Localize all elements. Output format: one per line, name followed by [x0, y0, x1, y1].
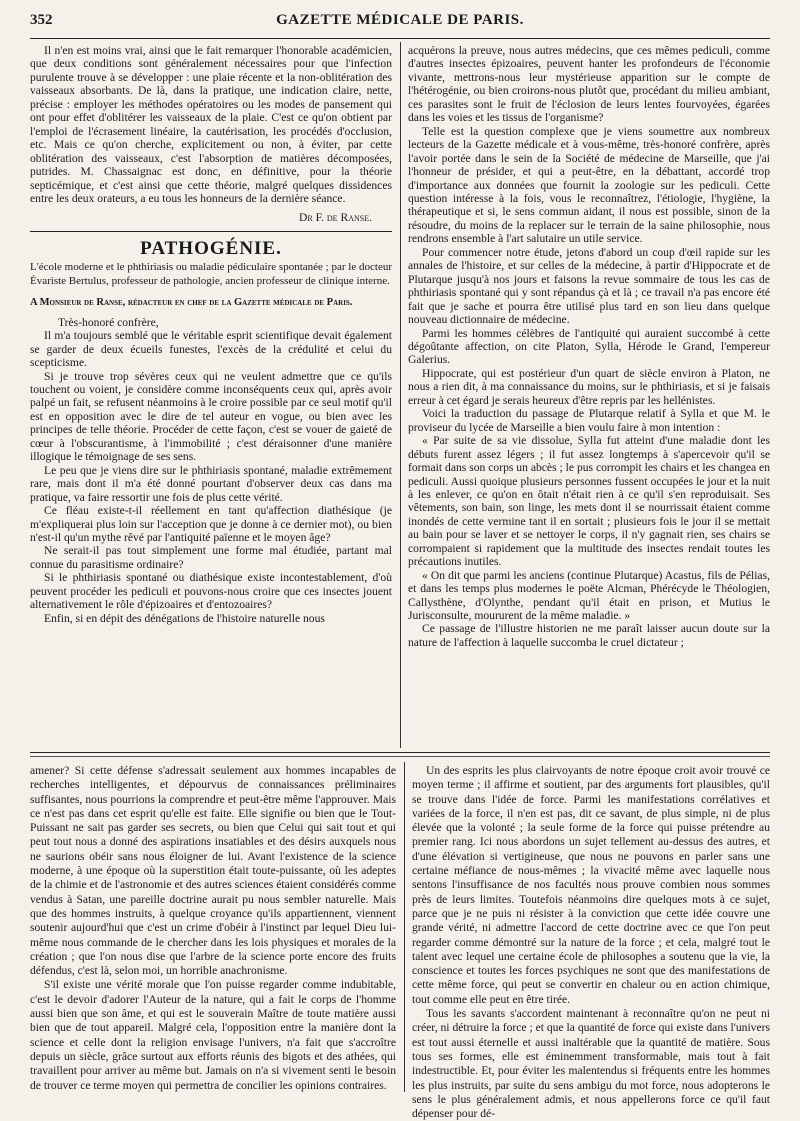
paragraph: « Par suite de sa vie dissolue, Sylla fut atteint d'une maladie dont les débuts furent assez légers ; il fut assez longtemps à s'apercevoir qu'il se formait dans son corps un abcès ; le pus corrompit les chairs et les changea en pediculi. Aussi quoique plusieurs personnes fussent occupées le jour et la nuit à les enlever, ce qu'on en ôtait n'était rien à ce qu'il s'en reproduisait. Ses vêtements, son bain, son linge, les mets dont il se nourrissait étaient comme inondés de cette vermine tant il en sortait ; plusieurs fois le jour il se mettait au bain pour se laver et se nettoyer le corps, il n'y gagnait rien, ses chairs se corrompaient si rapidement que la multitude des insectes rendait toutes les précautions inutiles.	[408, 434, 770, 569]
section-title: PATHOGÉNIE.	[140, 237, 282, 259]
paragraph: S'il existe une vérité morale que l'on puisse regarder comme indubitable, c'est le devoir d'adorer l'Auteur de la nature, qui a fait le corps de l'homme aussi bien que son âme, et qui est le souverain Maître de toute matière aussi bien que de tout appareil. Malgré cela, l'opposition entre la manière dont la science et celle dont la religion envisage l'univers, n'a fait que s'accroître depuis un siècle, grâce surtout aux efforts réunis des bigots et des athées, qui travaillent pour arriver au même but. Jamais on n'a si vivement senti le besoin de trouver ce terme moyen qui permettra de concilier les opinions contraires.	[30, 978, 396, 1092]
feuilleton-rule-1	[30, 752, 770, 753]
paragraph: Le peu que je viens dire sur le phthiriasis spontané, maladie extrêmement rare, mais dont il m'a été donné pourtant d'observer deux cas dans ma pratique, va faire ressortir une fois de plus cette vérité.	[30, 463, 392, 504]
journal-title: GAZETTE MÉDICALE DE PARIS.	[276, 12, 524, 28]
paragraph: Si je trouve trop sévères ceux qui ne veulent admettre que ce qu'ils touchent ou voient, je considère comme inconséquents ceux qui, après avoir palpé un fait, se refusent néanmoins à le croire possible par ce seul motif qu'il est en opposition avec le dire de tel auteur en vogue, ou bien avec les principes de telle théorie. Procéder de cette façon, c'est se vouer de gaieté de cœur à l'obscurantisme, à l'immobilité ; c'est déraisonner d'une manière illogique le témoignage de ses sens.	[30, 369, 392, 464]
paragraph: Hippocrate, qui est postérieur d'un quart de siècle environ à Platon, ne nous a rien dit, à ma connaissance du moins, sur le phthiriasis, et si je faisais erreur à cet égard je serais heureux d'être repris par les hellénistes.	[408, 366, 770, 407]
paragraph: Pour commencer notre étude, jetons d'abord un coup d'œil rapide sur les annales de l'histoire, et sur celles de la médecine, à partir d'Hippocrate et de Plutarque jusqu'à nos jours et faisons la revue sommaire de tous les cas de phthiriasis spontané qui y sont répandus çà et là ; ce travail n'a pas encore été fait que je sache et pourra être utilisé plus tard en son lieu dans quelque nouveau dictionnaire de médecine.	[408, 245, 770, 327]
bottom-left-column	[30, 764, 396, 1094]
paragraph: Si le phthiriasis spontané ou diathésique existe incontestablement, d'où peuvent procéder les pediculi et pouvons-nous croire que ces insectes jouent alternativement le rôle d'épizoaires et d'entozoaires?	[30, 571, 392, 612]
bottom-right-column	[412, 764, 770, 1121]
feuilleton-rule-2	[30, 756, 770, 757]
paragraph: Enfin, si en dépit des dénégations de l'histoire naturelle nous	[44, 611, 325, 625]
paragraph: Il m'a toujours semblé que le véritable esprit scientifique devait également se garder de deux écueils funestes, l'excès de la crédulité et celui du scepticisme.	[30, 329, 392, 370]
top-left-column	[30, 44, 392, 748]
header-rule	[30, 38, 770, 39]
paragraph: Un des esprits les plus clairvoyants de notre époque croit avoir trouvé ce moyen terme ; il affirme et soutient, par des arguments fort plausibles, qu'il se trouve dans l'idée de force. Parmi les manifestations corrélatives et variées de la force, il n'en est pas, dit ce savant, de plus simple, ni de plus élevée que la volonté ; la seule forme de la force qui puisse prétendre au premier rang. Ici nous abordons un sujet tellement au-dessus des autres, et d'une élévation si vertigineuse, que nous ne pouvons en parler sans une certaine méfiance de nous-mêmes ; la vivacité même avec laquelle nous sentons l'insuffisance de nos facultés nous prouve combien nous sommes près de leurs limites. Toutefois néanmoins dire quelques mots à ce sujet, parce que je ne puis ni résister à la conviction que cette idée couvre une grande vérité, ni admettre l'accord de cette doctrine avec ce que l'on peut regarder comme démontré sur la nature de la force ; et cela, malgré tout le talent avec lequel une certaine école de philosophes a soutenu que la vie, la conscience et toutes les forces psychiques ne sont que des manifestations de cette même force, qui peut se convertir en chaleur ou en action chimique, tout comme elle peut en être tirée.	[412, 764, 770, 1006]
paragraph: Tous les savants s'accordent maintenant à reconnaître qu'on ne peut ni créer, ni détruire la force ; et que la quantité de force qui existe dans l'univers est tout aussi éternelle et aussi inaltérable que la quantité de matière. Sous tous ses formes, elle est éminemment transformable, mais tout à fait indestructible. Et, pour éviter les malentendus si fréquents entre les hommes les plus instruits, par suite du sens ambigu du mot force, nous adopterons le sens le plus généralement admis, et nous appellerons force ce qu'il faut dépenser pour dé-	[412, 1007, 770, 1121]
article-subtitle: L'école moderne et le phthiriasis ou maladie pédiculaire spontanée ; par le docteur Évariste Bertulus, professeur de pathologie, ancien professeur de clinique interne.	[30, 261, 392, 287]
page-number: 352	[30, 12, 53, 28]
section-rule	[30, 231, 392, 232]
page-header	[30, 12, 770, 36]
paragraph: acquérons la preuve, nous autres médecins, que ces mêmes pediculi, comme d'autres insectes épizoaires, peuvent hanter les profondeurs de l'économie vivante, mettrons-nous leur mystérieuse apparition sur le compte de l'hétérogénie, ou bien croirons-nous plutôt que, procédant du milieu ambiant, ces parasites sont le fruit de l'éclosion de leurs lentes fourvoyées, égarées dans les voies et les tissus de l'organisme?	[408, 44, 770, 125]
top-right-column	[408, 44, 770, 748]
column-divider-top	[400, 42, 401, 748]
paragraph: Parmi les hommes célèbres de l'antiquité qui auraient succombé à cette dégoûtante affection, on cite Platon, Sylla, Hérode le Grand, l'empereur Galerius.	[408, 326, 770, 367]
column-divider-bottom	[404, 762, 405, 1092]
paragraph: amener? Si cette défense s'adressait seulement aux hommes incapables de recherches intelligentes, et dépourvus de connaissances préliminaires suffisantes, nous pourrions la comprendre et peut-être même l'approuver. Mais ce n'est pas dans cet esprit qu'elle est faite. Elle signifie ou bien que le Tout-Puissant ne sait pas garder ses secrets, ou bien que Celui qui sait tout et qui peut tout nous a donné des aspirations insatiables et des désirs auxquels nous ne saurions obéir sans nous éloigner de lui. Avant l'existence de la science moderne, à une époque où la superstition était toute-puissante, où les adeptes de la chimie et de l'astronomie et des autres sciences étaient considérés comme vendus à Satan, une pareille doctrine aurait pu nous sembler naturelle. Mais que des hommes instruits, à quelque croyance qu'ils appartiennent, viennent soutenir aujourd'hui que c'est un crime d'obéir à l'instinct par lequel Dieu lui-même nous commande de le chercher dans les lois physiques et morales de la création ; que l'on nous dise que l'arbre de la science porte encore des fruits défendus, c'est là, selon moi, un horrible anachronisme.	[30, 764, 396, 978]
paragraph: « On dit que parmi les anciens (continue Plutarque) Acastus, fils de Pélias, et dans les temps plus modernes le poëte Alcman, Phérécyde le Théologien, Callysthène, d'Olynthe, pendant qu'il était en prison, et Mutius le Jurisconsulte, moururent de la même maladie. »	[408, 568, 770, 623]
paragraph: Ce fléau existe-t-il réellement en tant qu'affection diathésique (je m'expliquerai plus loin sur l'acception que je donne à ce dernier mot), ou bien n'est-il qu'un mythe rêvé par l'antiquité païenne et le moyen âge?	[30, 504, 392, 544]
paragraph: Ne serait-il pas tout simplement une forme mal étudiée, partant mal connue du parasitisme ordinaire?	[30, 544, 392, 571]
paragraph: Il n'en est moins vrai, ainsi que le fait remarquer l'honorable académicien, que deux conditions sont généralement nécessaires pour que l'infection purulente trouve à se développer : une plaie récente et la non-oblitération des vaisseaux absorbants. De là, dans la pratique, une indication claire, nette, précise : employer les méthodes opératoires ou les modes de pansement qui ont pour effet d'oblitérer les vaisseaux de la plaie. C'est ce qu'on obtient par l'emploi de l'écrasement linéaire, la cautérisation, les procédés d'occlusion, etc. Mais ce qu'on cherche, explicitement ou non, à éviter, par cette oblitération des vaisseaux, c'est l'absorption de matières décomposées, putrides. M. Chassaignac est donc, en définitive, pour la théorie septicémique, et c'est ainsi que cette théorie, malgré quelques dissidences entre les deux orateurs, a eu tous les honneurs de la dernière séance.	[30, 44, 392, 205]
dedication: A Monsieur de Ranse, rédacteur en chef de la Gazette médicale de Paris.	[30, 297, 353, 309]
paragraph: Ce passage de l'illustre historien ne me paraît laisser aucun doute sur la nature de l'affection à laquelle succomba le cruel dictateur ;	[408, 622, 770, 649]
paragraph: Voici la traduction du passage de Plutarque relatif à Sylla et que M. le proviseur du lycée de Marseille a bien voulu faire à mon intention :	[408, 407, 770, 434]
salutation: Très-honoré confrère,	[58, 315, 159, 329]
signature: Dr F. de Ranse.	[298, 211, 372, 225]
paragraph: Telle est la question complexe que je viens soumettre aux nombreux lecteurs de la Gazette médicale et à vous-même, très-honoré confrère, après l'avoir portée dans le sein de la Société de médecine de Marseille, que j'ai l'honneur de présider, et qui a peut-être, en la débattant, accordé trop d'importance aux données que fournit la zoologie sur les pediculi. Cette question intéresse à la fois, vous le reconnaîtrez, l'étiologie, l'hygiène, la thérapeutique et si, le sens commun aidant, il nous est possible, sinon de la résoudre, du moins de la replacer sur le terrain de la saine philosophie, nous rendrons ensemble à l'art salutaire un utile service.	[408, 124, 770, 246]
